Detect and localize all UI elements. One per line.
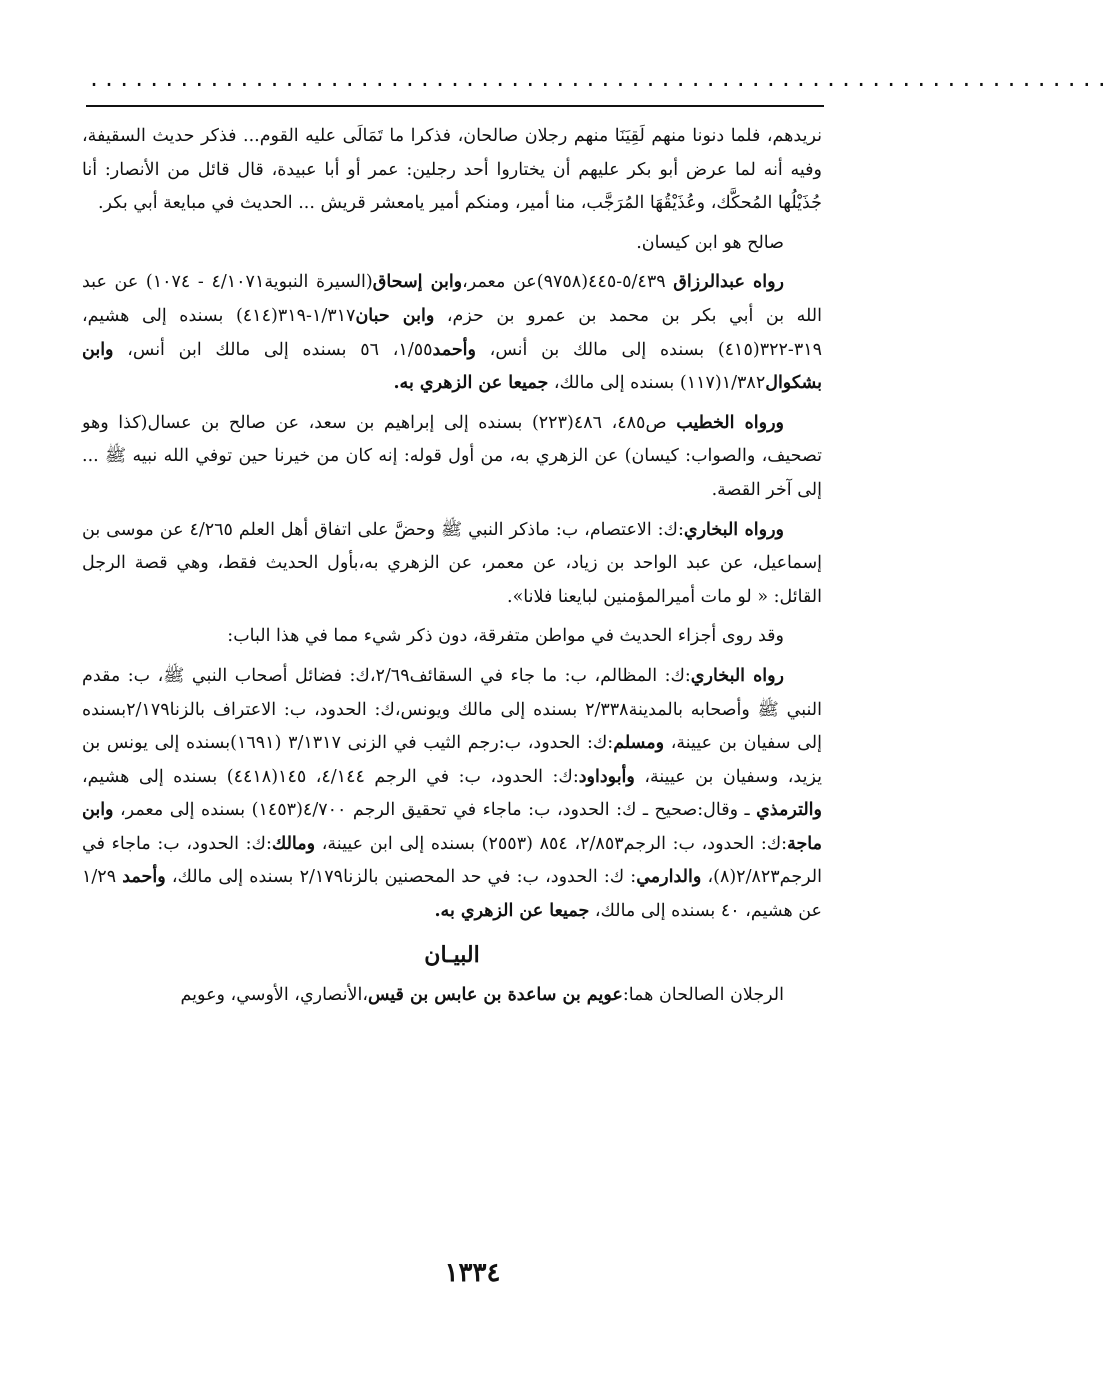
header-dots: .................................................................... — [88, 67, 1111, 91]
paragraph-1: نريدهم، فلما دنونا منهم لَقِيَنَا منهم رجلان صالحان، فذكرا ما تَمَالَى عليه القوم... فذكر حديث السقيفة، وفيه أنه لما عرض أبو بكر عليهم أن يختاروا أحد رجلين: عمر أو أبا عبيدة، قال قائل من الأنصار: أنا جُذَيْلُها المُحكَّك، وعُذَيْقُهَا المُرَجَّب، منا أمير، ومنكم أمير يامعشر قريش ... الحديث في مبايعة أبي بكر. — [82, 126, 822, 214]
section-heading: البيـان — [424, 941, 480, 968]
citation-text: ـ وقال:صحيح ـ ك: الحدود، ب: ماجاء في تحقيق الرجم ٤/٧٠٠(١٤٥٣) بسنده إلى معمر، — [113, 800, 757, 821]
citation-text: (السيرة النبوية٤/١٠٧١ - ١٠٧٤) عن عبد الله بن أبي بكر بن محمد بن عمرو بن حزم، — [82, 272, 822, 326]
citation-text: :ك: الحدود، ب: في الرجم ٤/١٤٤، ١٤٥(٤٤١٨) بسنده إلى هشيم، — [82, 766, 579, 787]
paragraph-3 — [82, 266, 822, 400]
source-name: والترمذي — [756, 800, 822, 821]
source-name: وأحمد — [122, 867, 166, 888]
person-name: عويم بن ساعدة بن عابس بن قيس — [367, 984, 623, 1005]
header-rule — [86, 105, 824, 107]
body-text — [82, 120, 822, 1012]
conclusion-text: جميعا عن الزهري به. — [434, 901, 590, 922]
conclusion-text: جميعا عن الزهري به. — [393, 373, 549, 394]
source-name: وابن إسحاق — [372, 272, 463, 293]
citation-text: ٥/٤٣٩-٤٤٥(٩٧٥٨)عن معمر، — [462, 272, 674, 293]
citation-text: :ك: المظالم، ب: ما جاء في السقائف٢/٦٩،ك: فضائل أصحاب النبي ﷺ، ب: مقدم النبي ﷺ وأصحابه بالمدينة٢/٣٣٨ بسنده إلى مالك ويونس،ك: الحدود، ب: الاعتراف بالزنا٢/١٧٩بسنده إلى سفيان بن عيينة، — [82, 665, 822, 754]
source-name: وأحمد — [432, 339, 476, 360]
citation-text: :ك: الاعتصام، ب: ماذكر النبي ﷺ وحضَّ على اتفاق أهل العلم ٤/٢٦٥ عن موسى بن إسماعيل، عن عبد الواحد بن زياد، عن معمر، عن الزهري به،بأول الحديث فقط، وهي قصة الرجل القائل: « لو مات أميرالمؤمنين لبايعنا فلانا». — [82, 519, 822, 607]
source-name: وابن حبان — [355, 305, 435, 326]
citation-text: :ك: الحدود، ب:رجم الثيب في الزنى ٣/١٣١٧ (١٦٩١)بسنده إلى يونس بن يزيد، وسفيان بن عيينة، — [82, 733, 822, 787]
citation-text: ١/٣١٧-٣١٩(٤١٤) بسنده إلى هشيم، ٣١٩-٣٢٢(٤١٥) بسنده إلى مالك بن أنس، — [82, 305, 823, 360]
body-span: ،الأنصاري، الأوسي، وعويم — [180, 984, 368, 1005]
paragraph-7 — [82, 660, 822, 929]
source-name: رواه عبدالرزاق — [673, 272, 784, 293]
paragraph-4 — [82, 407, 822, 508]
page-number: ١٣٣٤ — [444, 1258, 501, 1288]
paragraph-8 — [82, 979, 822, 1013]
source-name: وأبوداود — [578, 766, 635, 787]
body-span: الرجلان الصالحان هما: — [622, 984, 784, 1005]
source-name: ورواه البخاري — [683, 519, 784, 540]
source-name: ورواه الخطيب — [676, 412, 784, 433]
source-name: والدارمي — [636, 867, 702, 888]
source-name: وابن بشكوال — [82, 339, 822, 394]
citation-text: ص٤٨٥، ٤٨٦(٢٢٣) بسنده إلى إبراهيم بن سعد، عن صالح بن عسال(كذا وهو تصحيف، والصواب: كيسان) عن الزهري به، من أول قوله: إنه كان من خيرنا حين توفي الله نبيه ﷺ ... إلى آخر القصة. — [82, 412, 822, 500]
paragraph-6: وقد روى أجزاء الحديث في مواطن متفرقة، دون ذكر شيء مما في هذا الباب: — [227, 626, 784, 647]
citation-text: ١/٥٥، ٥٦ بسنده إلى مالك ابن أنس، — [113, 339, 433, 360]
source-name: ومسلم — [613, 733, 665, 754]
citation-text: : ك: الحدود، ب: في حد المحصنين بالزنا٢/١٧٩ بسنده إلى مالك، — [165, 867, 637, 888]
citation-text: :ك: الحدود، ب: ماجاء في الرجم٢/٨٢٣(٨)، — [82, 833, 822, 888]
citation-text: ١/٢٩ عن هشيم، ٤٠ بسنده إلى مالك، — [82, 867, 822, 922]
source-name: رواه البخاري — [690, 665, 785, 686]
citation-text: :ك: الحدود، ب: الرجم٢/٨٥٣، ٨٥٤ (٢٥٥٣) بسنده إلى ابن عيينة، — [315, 833, 788, 854]
paragraph-5 — [82, 514, 822, 615]
source-name: وابن ماجة — [82, 800, 822, 854]
source-name: ومالك — [271, 833, 316, 854]
paragraph-2: صالح هو ابن كيسان. — [636, 232, 784, 253]
citation-text: ١/٣٨٢(١١٧) بسنده إلى مالك، — [548, 373, 766, 394]
